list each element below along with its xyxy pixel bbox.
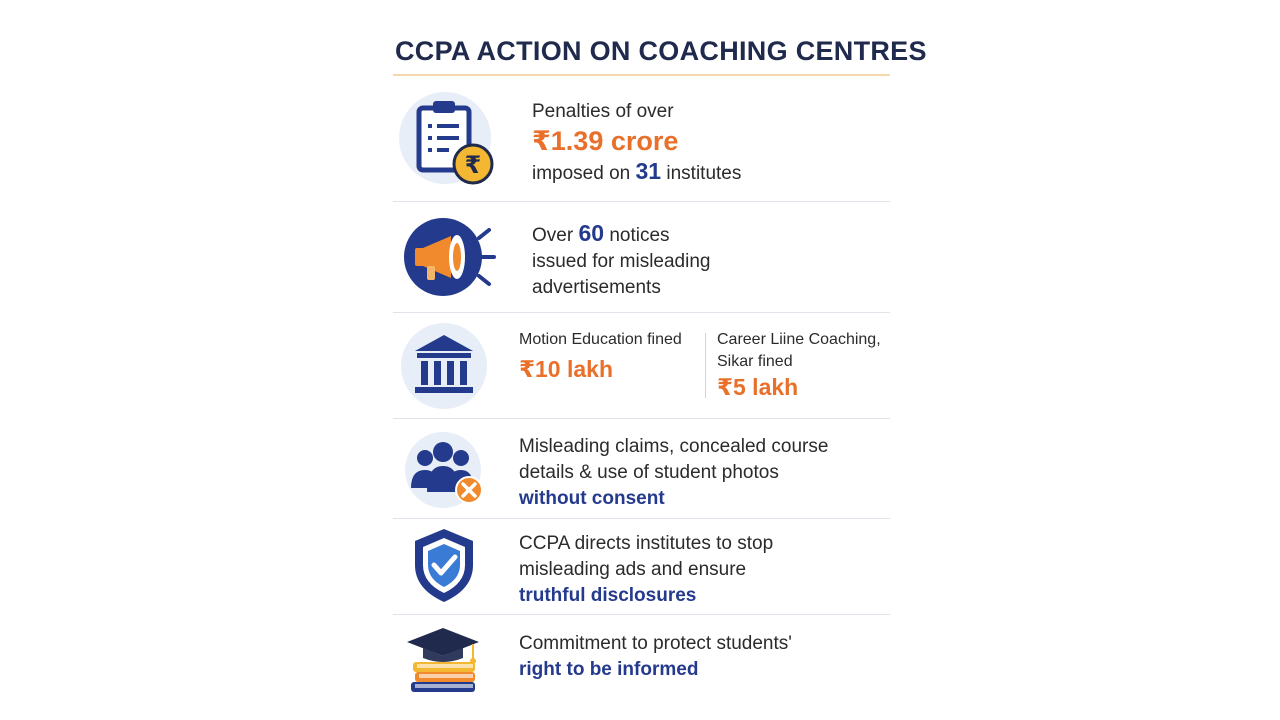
notice-count: 60 <box>578 220 605 246</box>
commitment-text <box>519 631 792 683</box>
directs-line2: misleading ads and ensure <box>519 559 747 580</box>
penalty-text <box>532 99 741 187</box>
title-divider <box>393 74 890 76</box>
notices-line3: advertisements <box>532 277 661 298</box>
directs-line3: truthful disclosures <box>519 585 697 606</box>
commitment-line1: Commitment to protect students' <box>519 633 792 654</box>
career-liine-label-1: Career Liine Coaching, <box>717 331 881 348</box>
row-divider <box>393 201 890 202</box>
notices-line2: issued for misleading <box>532 251 711 272</box>
career-liine-label-2: Sikar fined <box>717 353 793 370</box>
commitment-line2: right to be informed <box>519 659 699 680</box>
misleading-claims-text <box>519 434 828 512</box>
row-divider <box>393 418 890 419</box>
institute-count: 31 <box>635 158 662 184</box>
infographic-title: CCPA ACTION ON COACHING CENTRES <box>395 36 927 66</box>
directs-line1: CCPA directs institutes to stop <box>519 533 774 554</box>
claims-line1: Misleading claims, concealed course <box>519 436 829 457</box>
penalty-institutes: imposed on 31 institutes <box>532 158 742 184</box>
megaphone-icon <box>401 212 501 307</box>
row-divider <box>393 614 890 615</box>
notices-text <box>532 219 710 301</box>
svg-text:₹: ₹ <box>464 151 482 179</box>
motion-education-fine <box>519 329 682 383</box>
users-cancel-icon <box>403 430 493 515</box>
row-divider <box>393 312 890 313</box>
ccpa-directs-text <box>519 531 773 609</box>
career-liine-amount: ₹5 lakh <box>717 374 799 400</box>
shield-check-icon <box>409 525 479 610</box>
row-divider <box>393 518 890 519</box>
motion-education-label: Motion Education fined <box>519 331 682 348</box>
career-liine-fine <box>717 329 881 401</box>
graduation-cap-books-icon <box>405 620 485 705</box>
institution-building-icon <box>399 321 489 416</box>
clipboard-rupee-icon <box>399 90 499 195</box>
motion-education-amount: ₹10 lakh <box>519 356 613 382</box>
penalty-intro: Penalties of over <box>532 101 674 122</box>
claims-line3: without consent <box>519 488 665 509</box>
penalty-amount: ₹1.39 crore <box>532 126 679 156</box>
claims-line2: details & use of student photos <box>519 462 779 483</box>
infographic-card <box>393 28 927 708</box>
fines-divider <box>705 333 706 398</box>
notices-count-line: Over 60 notices <box>532 220 670 246</box>
